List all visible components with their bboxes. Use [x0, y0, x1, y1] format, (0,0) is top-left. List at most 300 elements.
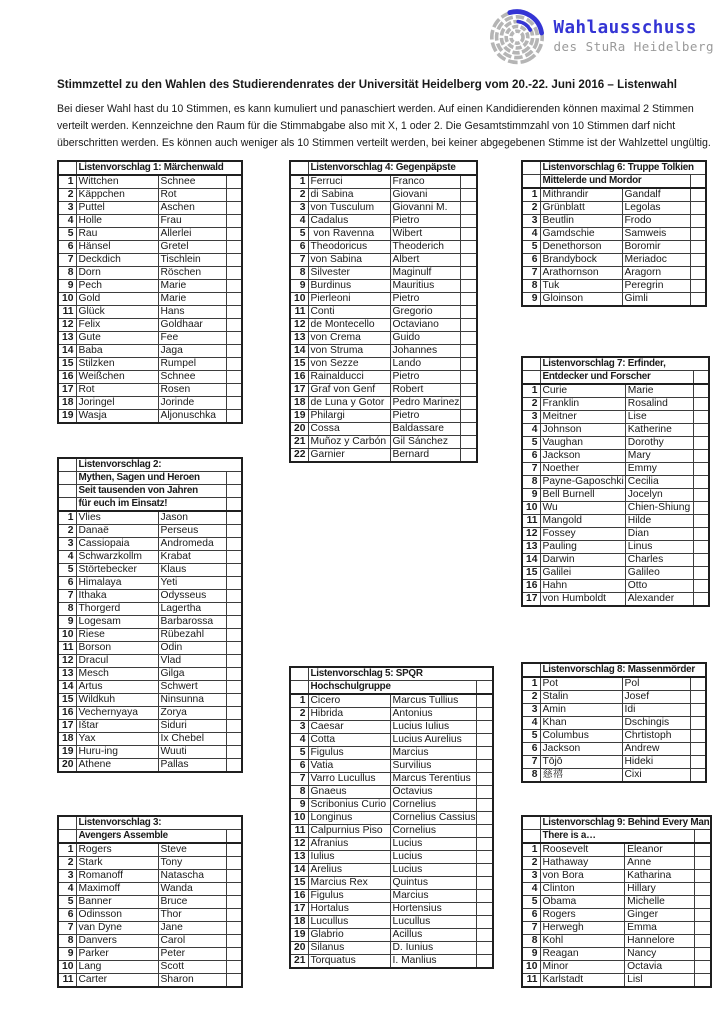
candidate-row — [522, 450, 709, 463]
vote-box[interactable] — [461, 293, 477, 306]
candidate-row — [522, 691, 706, 704]
candidate-firstname: Pietro — [390, 215, 461, 228]
list-header-spacer — [522, 161, 540, 175]
vote-box[interactable] — [477, 799, 493, 812]
candidate-number: 6 — [522, 254, 540, 267]
logo-title: Wahlausschuss — [553, 18, 697, 39]
vote-box[interactable] — [477, 838, 493, 851]
vote-box[interactable] — [461, 397, 477, 410]
vote-box[interactable] — [226, 384, 242, 397]
vote-box[interactable] — [690, 202, 706, 215]
candidate-number: 11 — [58, 974, 76, 988]
vote-box[interactable] — [693, 528, 709, 541]
vote-box[interactable] — [226, 371, 242, 384]
candidate-number: 2 — [522, 398, 540, 411]
candidate-surname: Wasja — [76, 410, 158, 424]
vote-box[interactable] — [226, 655, 242, 668]
vote-box[interactable] — [226, 948, 242, 961]
vote-box[interactable] — [461, 267, 477, 280]
candidate-row — [290, 254, 477, 267]
candidate-firstname: Odin — [158, 642, 226, 655]
candidate-number: 9 — [522, 293, 540, 307]
vote-box[interactable] — [477, 773, 493, 786]
vote-box[interactable] — [461, 345, 477, 358]
vote-box[interactable] — [461, 332, 477, 345]
candidate-surname: Maximoff — [76, 883, 158, 896]
vote-box[interactable] — [690, 730, 706, 743]
candidate-row — [58, 202, 242, 215]
vote-box[interactable] — [226, 759, 242, 773]
vote-box[interactable] — [477, 864, 493, 877]
vote-box[interactable] — [226, 883, 242, 896]
candidate-number: 6 — [522, 743, 540, 756]
candidate-row — [290, 864, 493, 877]
vote-box[interactable] — [693, 437, 709, 450]
candidate-surname: Iulius — [308, 851, 390, 864]
list-header-spacer — [58, 458, 76, 472]
candidate-firstname: Gil Sánchez — [390, 436, 461, 449]
candidate-surname: Pierleoni — [308, 293, 390, 306]
candidate-firstname: Zorya — [158, 707, 226, 720]
vote-box[interactable] — [461, 410, 477, 423]
candidate-number: 9 — [58, 948, 76, 961]
vote-box[interactable] — [226, 668, 242, 681]
logo-subtitle: des StuRa Heidelberg — [553, 38, 714, 54]
vote-box[interactable] — [690, 743, 706, 756]
vote-box[interactable] — [226, 577, 242, 590]
candidate-surname: Mesch — [76, 668, 158, 681]
list-header-row — [522, 663, 706, 677]
candidate-number: 6 — [58, 577, 76, 590]
candidate-firstname: Lagertha — [158, 603, 226, 616]
candidate-firstname: Marcius — [390, 747, 477, 760]
vote-box[interactable] — [693, 502, 709, 515]
vote-box[interactable] — [226, 293, 242, 306]
candidate-firstname: Franco — [390, 175, 461, 189]
vote-box[interactable] — [226, 681, 242, 694]
candidate-row — [522, 769, 706, 783]
vote-box[interactable] — [226, 397, 242, 410]
candidate-number: 8 — [522, 769, 540, 783]
candidate-surname: Gold — [76, 293, 158, 306]
candidate-number: 2 — [58, 525, 76, 538]
candidate-surname: Hänsel — [76, 241, 158, 254]
candidate-firstname: Albert — [390, 254, 461, 267]
candidate-number: 1 — [522, 188, 540, 202]
candidate-firstname: Maginulf — [390, 267, 461, 280]
candidate-surname: Ithaka — [76, 590, 158, 603]
candidate-surname: Gute — [76, 332, 158, 345]
candidate-firstname: Krabat — [158, 551, 226, 564]
vote-box[interactable] — [693, 515, 709, 528]
vote-box[interactable] — [477, 929, 493, 942]
vote-box[interactable] — [461, 358, 477, 371]
candidate-firstname: Ix Chebel — [158, 733, 226, 746]
vote-box[interactable] — [461, 306, 477, 319]
vote-box[interactable] — [693, 567, 709, 580]
candidate-number: 7 — [290, 773, 308, 786]
vote-box[interactable] — [693, 580, 709, 593]
list-header-row — [58, 485, 242, 498]
candidate-surname: Stilzken — [76, 358, 158, 371]
vote-box[interactable] — [226, 922, 242, 935]
candidate-surname: Afranius — [308, 838, 390, 851]
vote-box[interactable] — [226, 410, 242, 424]
candidate-number: 3 — [290, 202, 308, 215]
list-header-vote-spacer — [695, 830, 712, 844]
vote-box[interactable] — [477, 851, 493, 864]
vote-box[interactable] — [690, 280, 706, 293]
vote-box[interactable] — [690, 769, 706, 783]
candidate-number: 6 — [58, 241, 76, 254]
candidate-surname: Glabrio — [308, 929, 390, 942]
candidate-row — [522, 384, 709, 398]
candidate-row — [522, 935, 711, 948]
vote-box[interactable] — [695, 843, 712, 857]
vote-box[interactable] — [226, 935, 242, 948]
candidate-number: 5 — [58, 896, 76, 909]
candidate-row — [522, 554, 709, 567]
vote-box[interactable] — [477, 825, 493, 838]
candidate-row — [522, 424, 709, 437]
vote-box[interactable] — [693, 424, 709, 437]
vote-box[interactable] — [226, 511, 242, 525]
vote-box[interactable] — [226, 694, 242, 707]
vote-box[interactable] — [477, 916, 493, 929]
vote-box[interactable] — [693, 463, 709, 476]
candidate-firstname: Sharon — [158, 974, 226, 988]
candidate-firstname: Hannelore — [625, 935, 695, 948]
candidate-row — [290, 306, 477, 319]
candidate-row — [58, 883, 242, 896]
vote-box[interactable] — [693, 593, 709, 607]
vote-box[interactable] — [226, 733, 242, 746]
vote-box[interactable] — [226, 720, 242, 733]
vote-box[interactable] — [226, 228, 242, 241]
vote-box[interactable] — [695, 909, 712, 922]
vote-box[interactable] — [226, 896, 242, 909]
candidate-firstname: Marie — [158, 293, 226, 306]
vote-box[interactable] — [690, 704, 706, 717]
list-header-vote-spacer — [226, 830, 242, 844]
candidate-surname: Brandybock — [540, 254, 622, 267]
candidate-surname: Figulus — [308, 890, 390, 903]
candidate-row — [290, 384, 477, 397]
vote-box[interactable] — [695, 948, 712, 961]
candidate-firstname: Frau — [158, 215, 226, 228]
vote-box[interactable] — [461, 384, 477, 397]
vote-box[interactable] — [693, 384, 709, 398]
candidate-number: 17 — [290, 903, 308, 916]
vote-box[interactable] — [693, 411, 709, 424]
vote-box[interactable] — [226, 215, 242, 228]
vote-box[interactable] — [695, 870, 712, 883]
vote-box[interactable] — [226, 254, 242, 267]
candidate-row — [58, 397, 242, 410]
vote-box[interactable] — [690, 756, 706, 769]
candidate-surname: Cicero — [308, 694, 390, 708]
vote-box[interactable] — [690, 188, 706, 202]
vote-box[interactable] — [226, 175, 242, 189]
list-title: Avengers Assemble — [76, 830, 226, 844]
vote-box[interactable] — [693, 554, 709, 567]
candidate-number: 11 — [58, 642, 76, 655]
vote-box[interactable] — [461, 228, 477, 241]
candidate-surname: Jackson — [540, 743, 622, 756]
candidate-number: 8 — [290, 267, 308, 280]
vote-box[interactable] — [226, 538, 242, 551]
candidate-row — [290, 903, 493, 916]
candidate-number: 14 — [522, 554, 540, 567]
vote-box[interactable] — [226, 189, 242, 202]
candidate-surname: Darwin — [540, 554, 625, 567]
candidate-row — [58, 577, 242, 590]
vote-box[interactable] — [461, 423, 477, 436]
vote-box[interactable] — [226, 280, 242, 293]
candidate-number: 5 — [58, 228, 76, 241]
vote-box[interactable] — [226, 551, 242, 564]
candidate-row — [58, 935, 242, 948]
candidate-row — [522, 476, 709, 489]
candidate-row — [522, 188, 706, 202]
vote-box[interactable] — [477, 760, 493, 773]
candidate-firstname: Eleanor — [625, 843, 695, 857]
candidate-firstname: Dian — [625, 528, 693, 541]
vote-box[interactable] — [695, 922, 712, 935]
candidate-firstname: I. Manlius — [390, 955, 477, 969]
vote-box[interactable] — [695, 935, 712, 948]
vote-box[interactable] — [693, 541, 709, 554]
vote-box[interactable] — [695, 896, 712, 909]
candidate-row — [290, 734, 493, 747]
vote-box[interactable] — [477, 955, 493, 969]
candidate-surname: Puttel — [76, 202, 158, 215]
vote-box[interactable] — [690, 717, 706, 730]
candidate-surname: Ferruci — [308, 175, 390, 189]
candidate-firstname: Ninsunna — [158, 694, 226, 707]
vote-box[interactable] — [477, 786, 493, 799]
candidate-surname: Deckdich — [76, 254, 158, 267]
vote-box[interactable] — [690, 677, 706, 691]
candidate-row — [290, 332, 477, 345]
candidate-surname: Calpurnius Piso — [308, 825, 390, 838]
candidate-surname: Stark — [76, 857, 158, 870]
vote-box[interactable] — [690, 241, 706, 254]
vote-box[interactable] — [461, 241, 477, 254]
vote-box[interactable] — [477, 747, 493, 760]
vote-box[interactable] — [226, 746, 242, 759]
candidate-number: 6 — [58, 909, 76, 922]
candidate-surname: Silanus — [308, 942, 390, 955]
vote-box[interactable] — [690, 691, 706, 704]
vote-box[interactable] — [477, 708, 493, 721]
vote-box[interactable] — [693, 489, 709, 502]
vote-box[interactable] — [226, 306, 242, 319]
vote-box[interactable] — [226, 909, 242, 922]
candidate-surname: Weißchen — [76, 371, 158, 384]
candidate-number: 1 — [290, 694, 308, 708]
vote-box[interactable] — [477, 890, 493, 903]
list-header-row — [290, 681, 493, 695]
candidate-surname: Silvester — [308, 267, 390, 280]
candidate-firstname: Marcius — [390, 890, 477, 903]
candidate-number: 2 — [58, 857, 76, 870]
candidate-firstname: Natascha — [158, 870, 226, 883]
candidate-row — [290, 825, 493, 838]
candidate-number: 7 — [522, 267, 540, 280]
candidate-row — [290, 799, 493, 812]
vote-box[interactable] — [226, 332, 242, 345]
candidate-firstname: Lucullus — [390, 916, 477, 929]
vote-box[interactable] — [477, 942, 493, 955]
vote-box[interactable] — [226, 590, 242, 603]
candidate-row — [522, 254, 706, 267]
vote-box[interactable] — [226, 358, 242, 371]
candidate-number: 2 — [290, 189, 308, 202]
candidate-row — [290, 371, 477, 384]
vote-box[interactable] — [695, 857, 712, 870]
list-header-row — [522, 357, 709, 371]
vote-box[interactable] — [477, 694, 493, 708]
candidate-number: 4 — [522, 424, 540, 437]
vote-box[interactable] — [226, 707, 242, 720]
vote-box[interactable] — [461, 189, 477, 202]
vote-box[interactable] — [461, 280, 477, 293]
vote-box[interactable] — [226, 345, 242, 358]
candidate-surname: van Dyne — [76, 922, 158, 935]
candidate-firstname: Schwert — [158, 681, 226, 694]
candidate-surname: Figulus — [308, 747, 390, 760]
vote-box[interactable] — [226, 843, 242, 857]
vote-box[interactable] — [693, 476, 709, 489]
candidate-surname: Gloinson — [540, 293, 622, 307]
candidate-number: 15 — [290, 877, 308, 890]
candidate-number: 15 — [290, 358, 308, 371]
vote-box[interactable] — [477, 903, 493, 916]
vote-box[interactable] — [226, 857, 242, 870]
candidate-number: 13 — [58, 332, 76, 345]
candidate-firstname: Schnee — [158, 175, 226, 189]
candidate-firstname: Schnee — [158, 371, 226, 384]
candidate-number: 1 — [58, 843, 76, 857]
candidate-number: 6 — [290, 760, 308, 773]
vote-box[interactable] — [461, 436, 477, 449]
candidate-row — [58, 551, 242, 564]
list-header-spacer — [522, 357, 540, 371]
vote-box[interactable] — [690, 228, 706, 241]
candidate-firstname: Siduri — [158, 720, 226, 733]
candidate-row — [58, 733, 242, 746]
candidate-row — [290, 358, 477, 371]
candidate-surname: Franklin — [540, 398, 625, 411]
candidate-surname: Ištar — [76, 720, 158, 733]
candidate-surname: Graf von Genf — [308, 384, 390, 397]
candidate-firstname: Steve — [158, 843, 226, 857]
vote-box[interactable] — [226, 642, 242, 655]
candidate-firstname: Thor — [158, 909, 226, 922]
vote-box[interactable] — [226, 616, 242, 629]
list-title: Listenvorschlag 9: Behind Every Man — [540, 816, 711, 830]
candidate-surname: Mangold — [540, 515, 625, 528]
vote-box[interactable] — [690, 254, 706, 267]
vote-box[interactable] — [226, 870, 242, 883]
candidate-number: 9 — [522, 948, 540, 961]
candidate-firstname: Octavius — [390, 786, 477, 799]
vote-box[interactable] — [690, 267, 706, 280]
vote-box[interactable] — [226, 525, 242, 538]
vote-box[interactable] — [226, 974, 242, 988]
candidate-row — [290, 280, 477, 293]
candidate-number: 4 — [522, 717, 540, 730]
candidate-row — [522, 241, 706, 254]
vote-box[interactable] — [477, 721, 493, 734]
vote-box[interactable] — [226, 603, 242, 616]
vote-box[interactable] — [461, 449, 477, 463]
vote-box[interactable] — [461, 319, 477, 332]
candidate-firstname: Hilde — [625, 515, 693, 528]
vote-box[interactable] — [690, 215, 706, 228]
candidate-number: 10 — [58, 961, 76, 974]
vote-box[interactable] — [461, 215, 477, 228]
candidate-firstname: Wanda — [158, 883, 226, 896]
vote-box[interactable] — [477, 877, 493, 890]
vote-box[interactable] — [693, 450, 709, 463]
vote-box[interactable] — [695, 974, 712, 988]
candidate-number: 5 — [522, 896, 540, 909]
candidate-row — [58, 694, 242, 707]
candidate-number: 16 — [290, 371, 308, 384]
vote-box[interactable] — [461, 371, 477, 384]
candidate-row — [290, 202, 477, 215]
vote-box[interactable] — [690, 293, 706, 307]
candidate-firstname: Pol — [622, 677, 690, 691]
vote-box[interactable] — [226, 629, 242, 642]
vote-box[interactable] — [461, 175, 477, 189]
candidate-number: 3 — [58, 870, 76, 883]
vote-box[interactable] — [226, 241, 242, 254]
vote-box[interactable] — [693, 398, 709, 411]
candidate-firstname: Antonius — [390, 708, 477, 721]
candidate-surname: von Bora — [540, 870, 625, 883]
vote-box[interactable] — [461, 202, 477, 215]
candidate-number: 6 — [522, 909, 540, 922]
vote-box[interactable] — [695, 883, 712, 896]
candidate-row — [522, 202, 706, 215]
vote-box[interactable] — [226, 202, 242, 215]
candidate-row — [522, 293, 706, 307]
candidate-row — [58, 228, 242, 241]
vote-box[interactable] — [477, 812, 493, 825]
vote-box[interactable] — [461, 254, 477, 267]
list-header-row — [290, 667, 493, 681]
candidate-surname: Romanoff — [76, 870, 158, 883]
candidate-surname: Logesam — [76, 616, 158, 629]
vote-box[interactable] — [695, 961, 712, 974]
candidate-row — [290, 423, 477, 436]
vote-box[interactable] — [226, 961, 242, 974]
candidate-row — [522, 961, 711, 974]
vote-box[interactable] — [226, 564, 242, 577]
candidate-firstname: Rot — [158, 189, 226, 202]
candidate-row — [522, 857, 711, 870]
vote-box[interactable] — [477, 734, 493, 747]
candidate-firstname: Scott — [158, 961, 226, 974]
list-header-spacer — [58, 830, 76, 844]
vote-box[interactable] — [226, 267, 242, 280]
intro-text: Bei dieser Wahl hast du 10 Stimmen, es kann kumuliert und panaschiert werden. Auf einen Kandidierenden können maximal 2 Stimmen verteilt werden. Kennzeichne den Raum für die Stimmabgabe also mit X, 1 oder 2. Die Gesamtstimmzahl von 10 Stimmen darf nicht überschritten werden. Es können auch weniger als 10 Stimmen verteilt werden, bei keiner abgegebenen Stimme ist der Wahlzettel ungültig. — [57, 103, 711, 149]
vote-box[interactable] — [226, 319, 242, 332]
candidate-firstname: Emmy — [625, 463, 693, 476]
